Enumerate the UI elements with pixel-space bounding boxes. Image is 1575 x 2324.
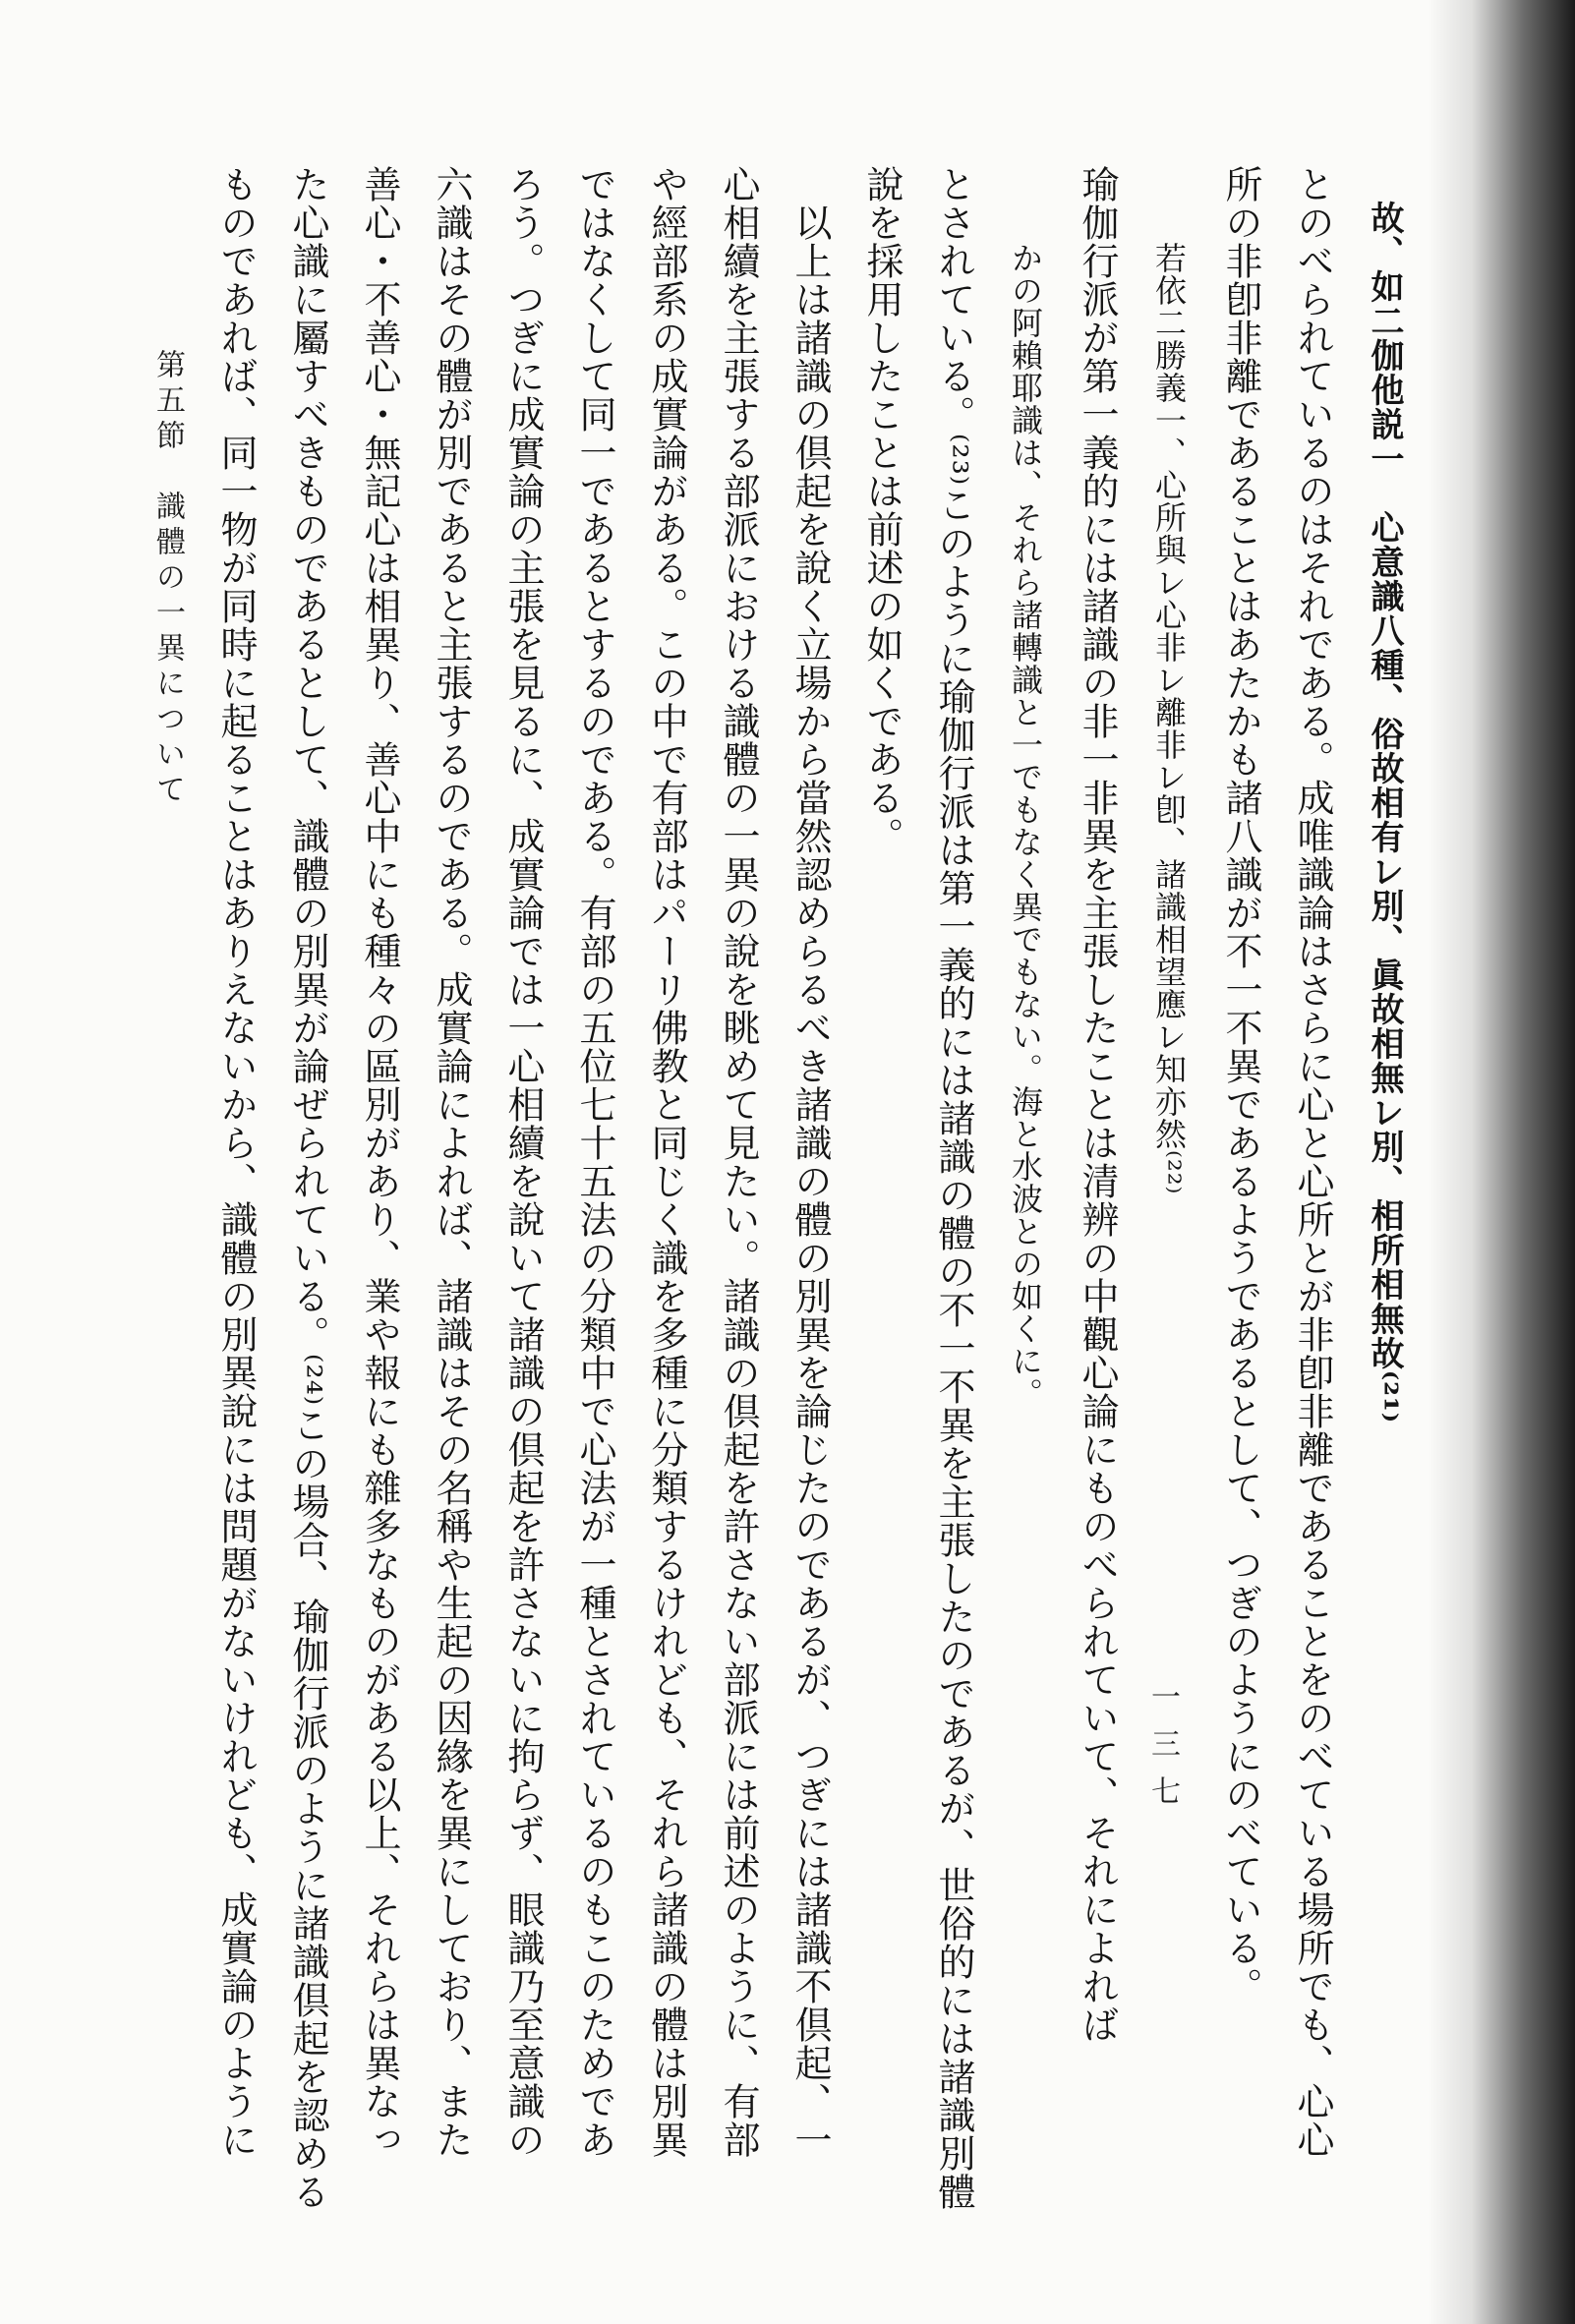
text-line-2: とのべられているのはそれである。成唯識論はさらに心と心所とが非卽非離であることをのべている場所でも、心心: [1291, 165, 1334, 2159]
text-line-15: 善心・不善心・無記心は相異り、善心中にも種々の區別があり、業や報にも雜多なものがある以上、それらは異なっ: [358, 165, 401, 2159]
text-line-3: 所の非卽非離であることはあたかも諸八識が不一不異であるようであるとして、つぎのようにのべている。: [1219, 165, 1262, 2005]
text-line-11: や經部系の成實論がある。この中で有部はパーリ佛教と同じく識を多種に分類するけれども、それら諸識の體は別異: [645, 165, 688, 2159]
text-line-8: 說を採用したことは前述の如くである。: [860, 165, 904, 855]
text-line-5: 瑜伽行派が第一義的には諸識の非一非異を主張したことは清辨の中觀心論にものべられていて、それによれば: [1076, 165, 1119, 2044]
text-line-14: 六識はその體が別であると主張するのである。成實論によれば、諸識はその名稱や生起の因緣を異にしており、また: [430, 165, 473, 2159]
text-line-6: かの阿賴耶識は、それら諸轉識と一でもなく異でもない。海と水波との如くに。: [1007, 242, 1044, 1410]
text-line-7: とされている。⁽²³⁾このように瑜伽行派は第一義的には諸識の體の不一不異を主張したのであるが、世俗的には諸識別體: [932, 165, 975, 2212]
text-line-1: 故、如二伽他説一 心意識八種、俗故相有レ別、眞故相無レ別、相所相無故⁽²¹⁾: [1365, 201, 1404, 1424]
text-line-9: 以上は諸識の倶起を說く立場から當然認めらるべき諸識の體の別異を論じたのであるが、つぎには諸識不倶起、一: [788, 165, 832, 2159]
text-line-10: 心相續を主張する部派における識體の一異の說を眺めて見たい。諸識の倶起を許さない部派には前述のように、有部: [717, 165, 760, 2159]
text-line-12: ではなくして同一であるとするのである。有部の五位七十五法の分類中で心法が一種とされているのもこのためであ: [573, 165, 616, 2159]
running-head: 第五節 識體の一異について: [150, 349, 185, 809]
text-line-17: ものであれば、同一物が同時に起ることはありえないから、識體の別異說には問題がないけれども、成實論のように: [214, 165, 258, 2159]
text-line-16: た心識に屬すべきものであるとして、識體の別異が論ぜられている。⁽²⁴⁾この場合、瑜伽行派のように諸識倶起を認める: [286, 165, 329, 2212]
page-number: 一三七: [1145, 1681, 1180, 1823]
text-line-13: ろう。つぎに成實論の主張を見るに、成實論では一心相續を說いて諸識の倶起を許さないに拘らず、眼識乃至意識の: [501, 165, 545, 2159]
text-line-4: 若依二勝義一、心所與レ心非レ離非レ卽、諸識相望應レ知亦然⁽²²⁾: [1150, 242, 1188, 1195]
body-text: [200, 165, 1420, 2212]
binding-shadow: [1428, 0, 1575, 2324]
